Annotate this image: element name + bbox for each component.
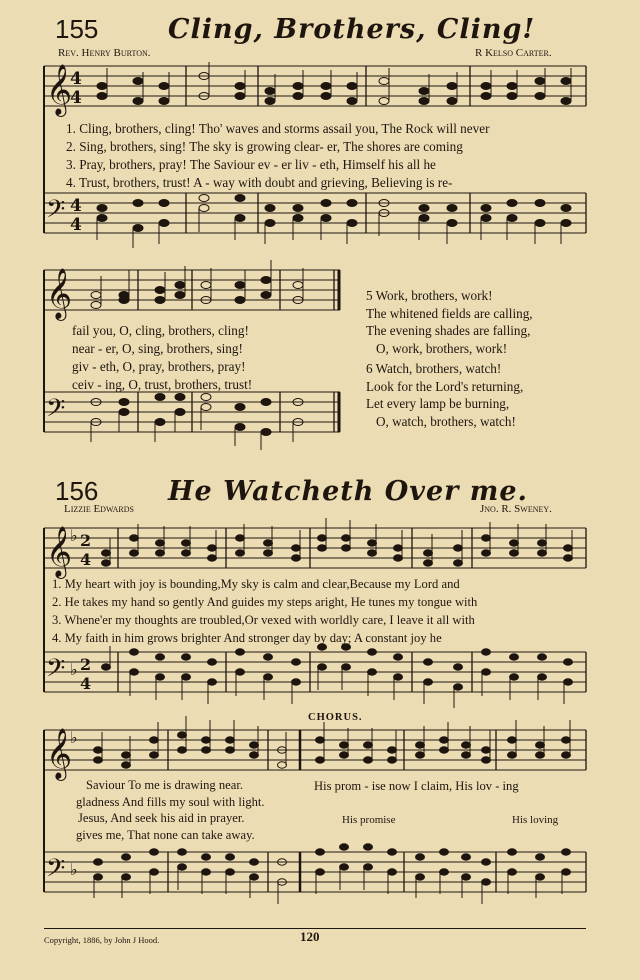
- svg-text:♭: ♭: [70, 660, 78, 679]
- chorus-label: CHORUS.: [308, 712, 363, 723]
- svg-text:𝄞: 𝄞: [46, 728, 73, 779]
- hymn-156-title: He Watcheth Over me.: [168, 476, 528, 507]
- verse-line: 3. Whene'er my thoughts are troubled,Or vexed with worldly care, I leave it all with: [52, 613, 475, 627]
- svg-text:𝄞: 𝄞: [46, 64, 73, 115]
- stanza-line: The whitened fields are calling,: [366, 305, 533, 321]
- svg-text:𝄞: 𝄞: [46, 526, 73, 577]
- hymn-156-composer: Jno. R. Sweney.: [480, 503, 552, 515]
- verse-line: 3. Pray, brothers, pray! The Saviour ev - er liv - eth, Himself his all he: [66, 157, 436, 172]
- svg-text:♭: ♭: [70, 526, 78, 545]
- hymn-155-title: Cling, Brothers, Cling!: [168, 14, 536, 45]
- verse-line: 1. Cling, brothers, cling! Tho' waves and storms assail you, The Rock will never: [66, 121, 490, 136]
- stanza-line: Look for the Lord's returning,: [366, 378, 524, 394]
- svg-text:4: 4: [70, 69, 82, 89]
- hymn-155-lyricist: Rev. Henry Burton.: [58, 47, 151, 59]
- svg-text:2: 2: [80, 531, 92, 550]
- verse-line: fail you, O, cling, brothers, cling!: [72, 323, 249, 338]
- stanza-line: 5 Work, brothers, work!: [366, 288, 493, 303]
- svg-text:𝄢: 𝄢: [46, 654, 66, 689]
- stanza-line: O, watch, brothers, watch!: [376, 413, 516, 429]
- svg-text:4: 4: [70, 196, 82, 216]
- verse-line: 4. Trust, brothers, trust! A - way with doubt and grieving, Believing is re-: [66, 175, 453, 190]
- hymn-156-verses-line-2: [76, 777, 265, 843]
- copyright-notice: Copyright, 1886, by John J Hood.: [44, 935, 160, 945]
- chorus-echo-1: His promise: [342, 814, 396, 826]
- verse-line: 2. He takes my hand so gently And guides my steps aright, He tunes my tongue with: [52, 595, 478, 609]
- stanza-line: The evening shades are falling,: [366, 323, 531, 338]
- page-number: 120: [300, 929, 320, 944]
- verse-line: gives me, That none can take away.: [76, 827, 255, 842]
- hymn-156-lyricist: Lizzie Edwards: [64, 503, 134, 515]
- verse-line: near - er, O, sing, brothers, sing!: [72, 341, 243, 356]
- verse-line: giv - eth, O, pray, brothers, pray!: [72, 359, 246, 374]
- verse-line: ceiv - ing, O, trust, brothers, trust!: [72, 377, 253, 392]
- svg-text:♭: ♭: [70, 860, 78, 879]
- chorus-text: His prom - ise now I claim, His lov - ing: [314, 779, 519, 793]
- svg-text:4: 4: [70, 88, 82, 108]
- verse-line: 1. My heart with joy is bounding,My sky is calm and clear,Because my Lord and: [52, 577, 460, 591]
- verse-line: Saviour To me is drawing near.: [86, 778, 243, 792]
- svg-text:♭: ♭: [70, 728, 78, 747]
- verse-line: 4. My faith in him grows brighter And stronger day by day; A constant joy he: [52, 631, 442, 645]
- stanza-line: 6 Watch, brothers, watch!: [366, 361, 502, 376]
- hymn-156-number: 156: [55, 476, 99, 506]
- svg-text:4: 4: [80, 550, 92, 569]
- stanza-line: O, work, brothers, work!: [376, 340, 508, 356]
- svg-text:𝄢: 𝄢: [46, 195, 66, 230]
- svg-text:𝄞: 𝄞: [46, 268, 73, 319]
- verse-line: 2. Sing, brothers, sing! The sky is growing clear- er, The shores are coming: [66, 139, 463, 154]
- stanza-line: Let every lamp be burning,: [366, 396, 510, 411]
- svg-text:𝄢: 𝄢: [46, 854, 66, 889]
- svg-text:4: 4: [80, 674, 92, 693]
- hymn-155-composer: R Kelso Carter.: [475, 47, 552, 59]
- verse-line: gladness And fills my soul with light.: [76, 794, 265, 809]
- svg-text:𝄢: 𝄢: [46, 394, 66, 429]
- verse-line: Jesus, And seek his aid in prayer.: [78, 811, 245, 825]
- svg-text:4: 4: [70, 215, 82, 235]
- chorus-echo-2: His loving: [512, 814, 559, 826]
- hymn-155-number: 155: [55, 14, 99, 44]
- svg-text:2: 2: [80, 655, 92, 674]
